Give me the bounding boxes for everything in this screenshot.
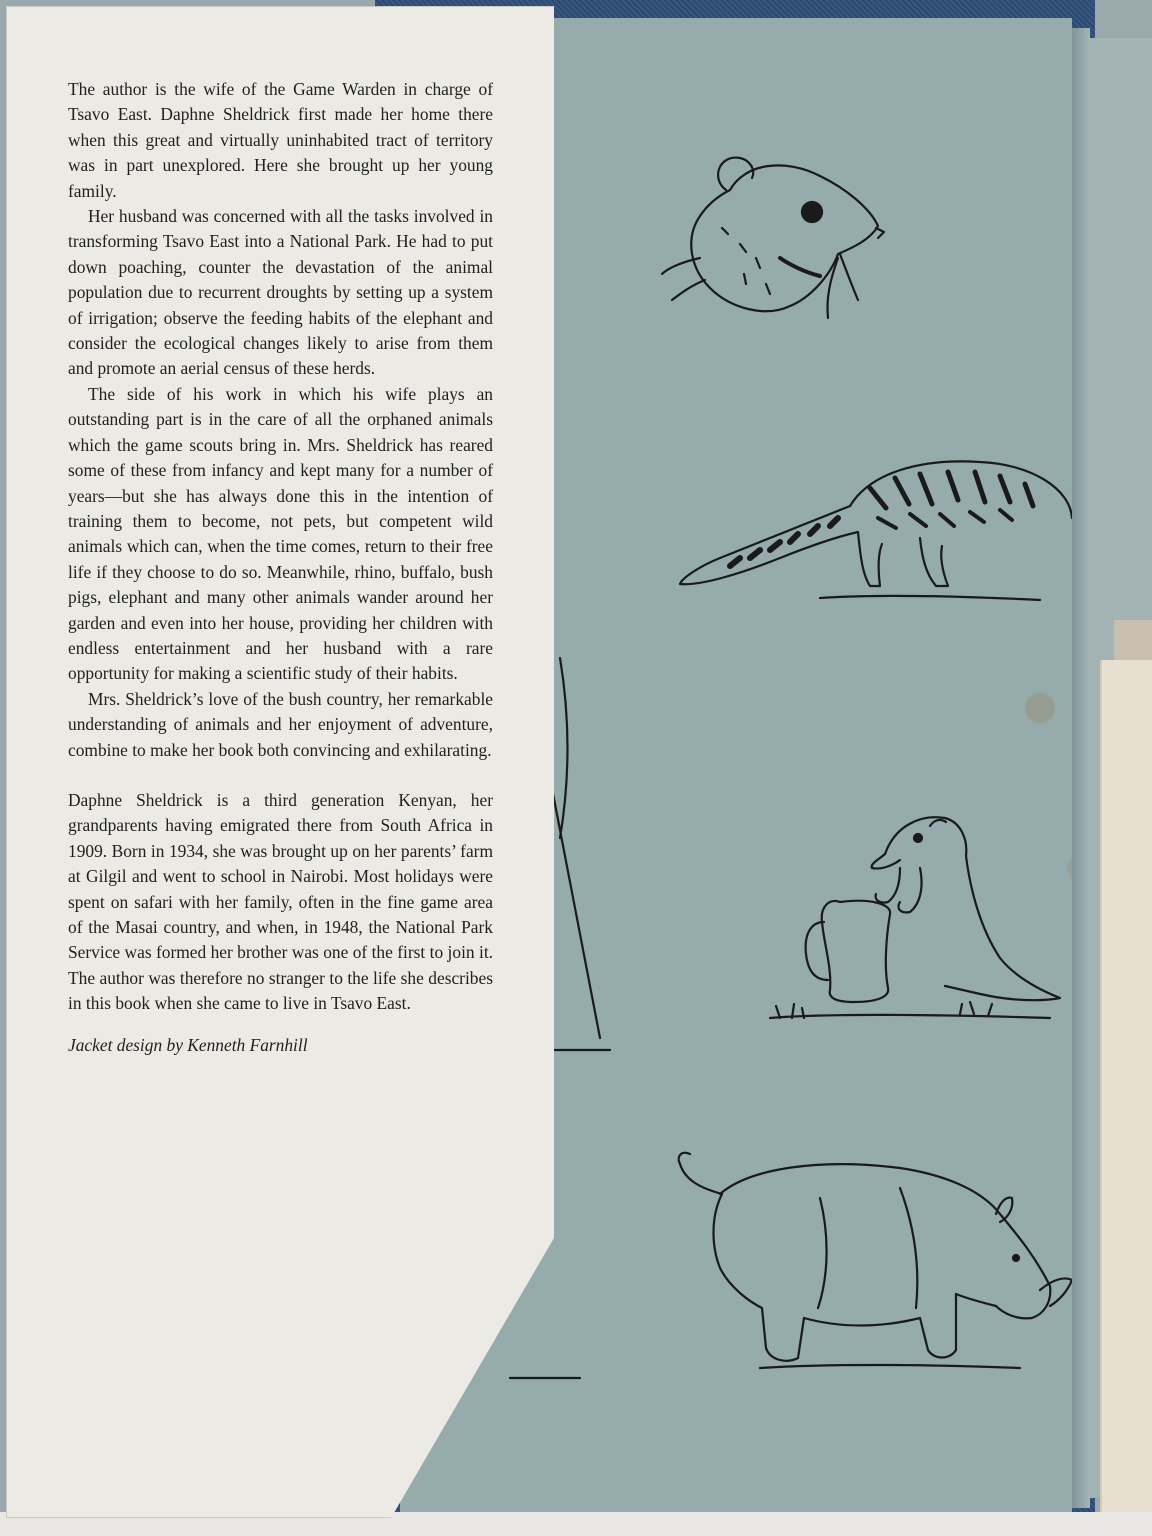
flap-paragraph-1: The author is the wife of the Game Warden in charge of Tsavo East. Daphne Sheldrick first made her home there when this great and virtually uninhabited tract of territory was in part unexplored. Here she brought up her young family. [68,79,493,201]
rhino-drawing [679,1153,1072,1368]
flap-paragraph-4: Mrs. Sheldrick’s love of the bush country, her remarkable understanding of animals and her enjoyment of adventure, combine to make her book both convincing and exhilarating. [68,688,493,760]
flap-paragraph-3: The side of his work in which his wife plays an outstanding part is in the care of all the orphaned animals which the game scouts bring in. Mrs. Sheldrick has reared some of these from infancy and kept many for a number of years—but she has always done this in the intention of training them to become, not pets, but competent wild animals which can, when the time comes, return to their free life if they choose to do so. Meanwhile, rhino, buffalo, bush pigs, elephant and many other animals wander around her garden and even into her house, providing her children with endless entertainment and her husband with a rare opportunity for making a scientific study of their habits. [68,383,493,684]
flap-paragraph-2: Her husband was concerned with all the tasks involved in transforming Tsavo East into a National Park. He had to put down poaching, counter the devastation of the animal population due to recurrent droughts by setting up a system of irrigation; observe the feeding habits of the elephant and consider the ecological changes likely to arise from them and promote an aerial census of these herds. [68,206,493,379]
civet-drawing [680,461,1072,600]
bushbaby-drawing [662,158,884,318]
paragraph-gap [68,763,493,788]
mongoose-drawing [770,817,1060,1018]
flap-text-block [68,77,493,1058]
newspaper-clipping [1100,660,1152,1536]
jacket-design-credit: Jacket design by Kenneth Farnhill [68,1034,308,1055]
page-edge [1072,28,1090,1508]
flap-paragraph-5: Daphne Sheldrick is a third generation Kenyan, her grandparents having emigrated there from South Africa in 1909. Born in 1934, she was brought up on her parents’ farm at Gilgil and went to school in Nairobi. Most holidays were spent on safari with her family, often in the fine game area of the Masai country, and when, in 1948, the National Park Service was formed her brother was one of the first to join it. The author was therefore no stranger to the life she describes in this book when she came to live in Tsavo East. [68,789,493,1014]
